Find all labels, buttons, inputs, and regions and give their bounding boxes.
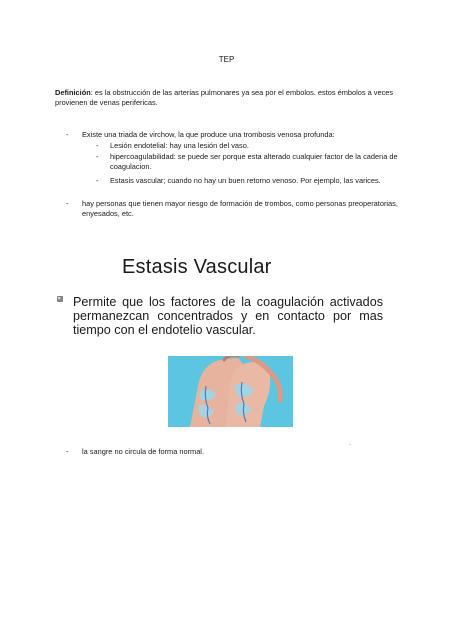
list-marker: - (96, 141, 99, 150)
definition-term: Definición (55, 88, 91, 97)
list-item-text: la sangre no circula de forma normal. (82, 447, 205, 456)
list-marker: - (66, 199, 69, 208)
square-bullet-icon (57, 296, 63, 302)
item-sangre (55, 447, 355, 456)
list-marker: - (96, 176, 99, 185)
legs-illustration-icon (168, 356, 293, 427)
legs-varicose-photo (168, 356, 293, 427)
sub-item-lesion (55, 141, 405, 151)
item-riesgo (55, 199, 405, 219)
document-title: TEP (218, 55, 235, 64)
list-marker: - (96, 152, 99, 161)
slide-title: Estasis Vascular (122, 256, 272, 278)
list-item-text: hay personas que tienen mayor riesgo de formación de trombos, como personas preoperatorias, enyesados, etc. (82, 199, 398, 218)
definition-paragraph (55, 88, 395, 108)
tick-mark: - (349, 442, 351, 448)
list-item-text: Lesión endotelial: hay una lesión del vaso. (110, 141, 249, 150)
slide-bullet-text: Permite que los factores de la coagulación activados permanezcan concentrados y en contacto por mas tiempo con el endotelio vascular. (73, 295, 383, 337)
list-item-text: hipercoagulabilidad: se puede ser porque esta alterado cualquier factor de la cadena de coagulacion. (110, 152, 398, 171)
definition-text: : es la obstrucción de las arterias pulmonares ya sea por el embolos. estos émbolos a veces provienen de venas perifericas. (55, 88, 394, 107)
sub-item-estasis (55, 176, 405, 186)
list-item-text: Estasis vascular; cuando no hay un buen retorno venoso. Por ejemplo, las varices. (110, 176, 381, 185)
list-marker: - (66, 130, 69, 139)
sub-item-hipercoagulabilidad (55, 152, 405, 172)
list-item-text: Existe una triada de virchow, la que produce una trombosis venosa profunda: (82, 130, 335, 139)
item-virchow (55, 130, 405, 140)
list-marker: - (66, 447, 69, 456)
